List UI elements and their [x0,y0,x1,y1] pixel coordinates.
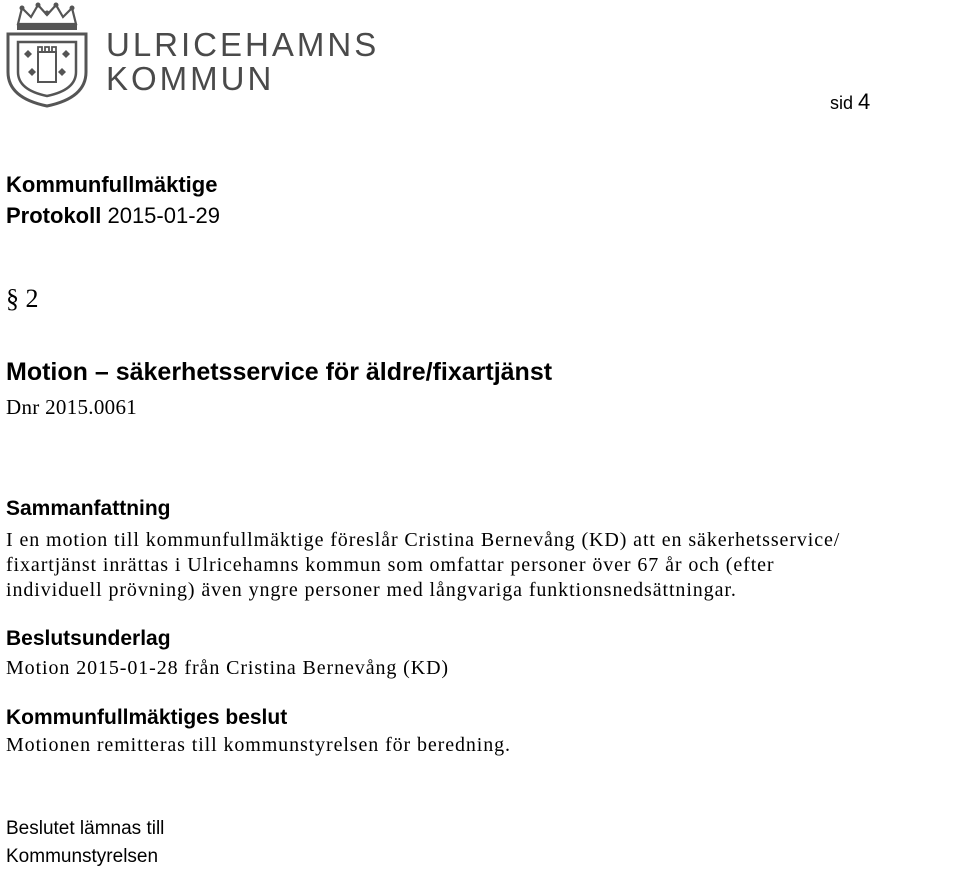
decision-heading: Kommunfullmäktiges beslut [6,706,288,729]
page-label: sid [830,93,854,113]
municipal-crest-icon [4,2,90,108]
protocol-line [6,203,220,229]
matter-title: Motion – säkerhetsservice för äldre/fixartjänst [6,358,553,386]
body-name: Kommunfullmäktige [6,172,218,197]
distribution-label: Beslutet lämnas till [6,818,165,839]
basis-heading: Beslutsunderlag [6,627,171,650]
protocol-label: Protokoll [6,203,102,228]
distribution-recipient: Kommunstyrelsen [6,846,159,867]
summary-line: individuell prövning) även yngre personer med långvariga funktionsnedsättningar. [6,579,737,601]
protocol-date: 2015-01-29 [107,203,221,228]
logo-line-2: KOMMUN [106,60,275,97]
matter-dnr: Dnr 2015.0061 [6,395,138,419]
municipality-logo-text [106,28,379,96]
summary-line: fixartjänst inrättas i Ulricehamns kommun som omfattar personer över 67 år och (efter [6,554,775,576]
section-number: § 2 [6,284,39,313]
summary-heading: Sammanfattning [6,497,171,520]
basis-text: Motion 2015-01-28 från Cristina Bernevång (KD) [6,657,449,679]
page-number [830,89,870,115]
logo-line-1: ULRICEHAMNS [106,26,380,63]
page-number-value: 4 [858,89,871,114]
decision-text: Motionen remitteras till kommunstyrelsen för beredning. [6,734,511,756]
summary-text [6,528,960,603]
summary-line: I en motion till kommunfullmäktige föreslår Cristina Bernevång (KD) att en säkerhetsservice/ [6,529,841,551]
